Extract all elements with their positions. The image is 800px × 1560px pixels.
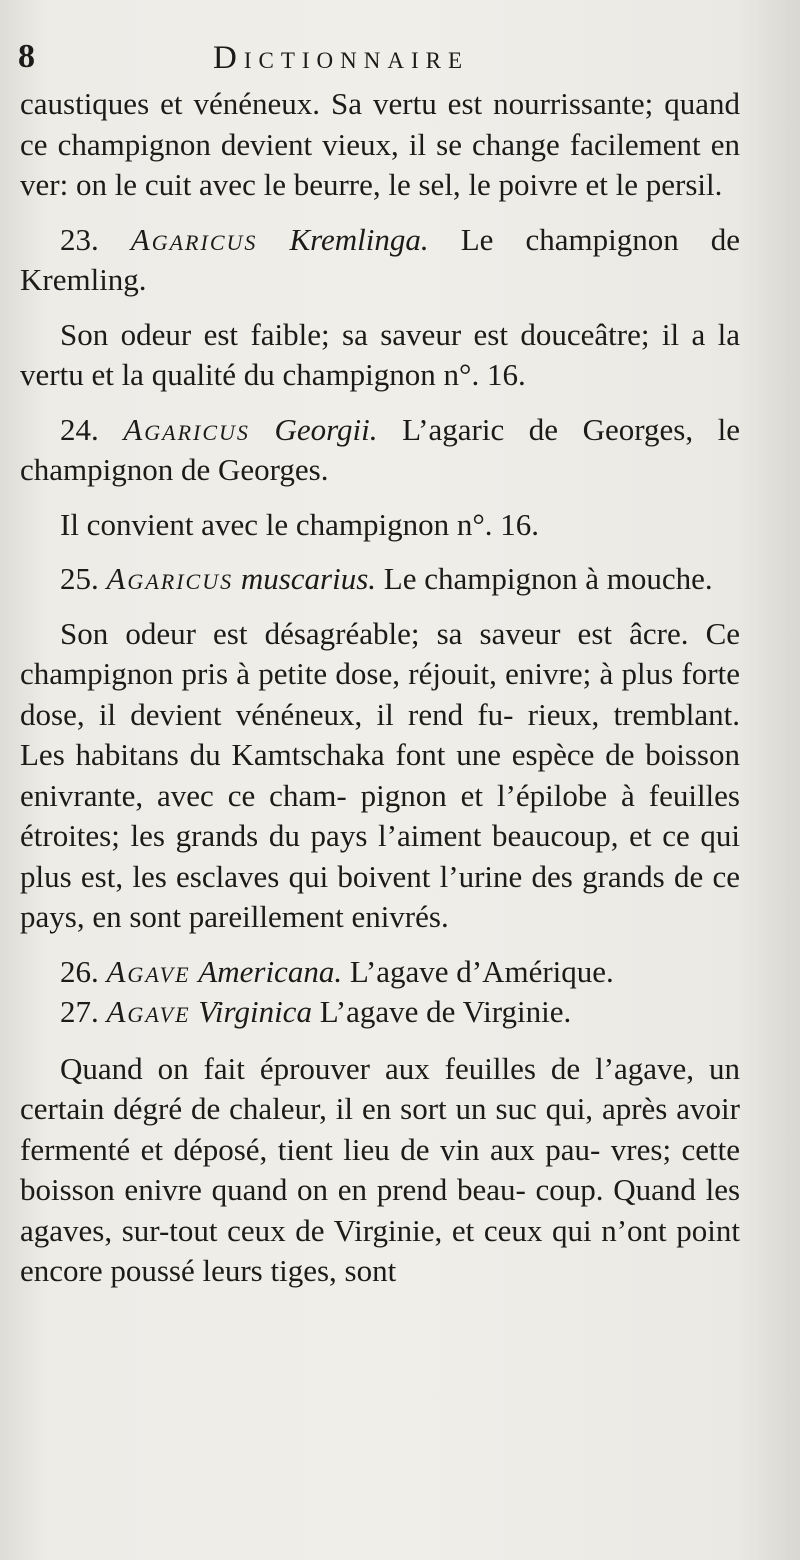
text-line: le poivre et le persil.	[468, 167, 723, 202]
text-line: du pays l’aiment beaucoup, et ce qui plus est, les	[20, 818, 740, 894]
page-number: 8	[18, 38, 35, 75]
text-line: Son odeur est désagréable; sa saveur est âcre.	[60, 615, 689, 651]
text-line: certain dégré de chaleur, il en sort un suc qui, après	[20, 1091, 668, 1126]
entry-common-name: L’agaric de Georges, le	[402, 411, 740, 447]
entry-genus: Agave	[106, 994, 191, 1029]
entry-common-name-cont: mouche.	[606, 561, 713, 596]
entry-genus: Agaricus	[123, 411, 250, 447]
entry-species: Georgii.	[274, 411, 378, 447]
entry-species: Kremlinga.	[289, 221, 429, 257]
text-line: Ce champignon pris à petite dose, réjouit, enivre;	[20, 615, 740, 691]
entry-number: 25.	[60, 561, 99, 596]
text-line: Il convient avec le champignon n°. 16.	[60, 506, 539, 542]
text-line: pignon et l’épilobe à feuilles étroites; les grands	[20, 777, 740, 853]
entry-heading-27	[20, 992, 740, 1033]
entry-heading-24	[20, 410, 740, 491]
text-line: esclaves qui boivent l’urine des grands de ce pays,	[20, 858, 740, 934]
entry-description-25	[20, 614, 740, 938]
entry-genus: Agave	[106, 953, 191, 989]
text-line: ceux qui n’ont point encore poussé leurs tiges, sont	[20, 1212, 741, 1288]
text-line: en sont pareillement enivrés.	[92, 899, 449, 934]
text-line: Son odeur est faible; sa saveur est douceâtre;	[60, 316, 650, 352]
continued-text	[20, 84, 740, 206]
entry-genus: Agaricus	[106, 561, 234, 596]
text-line: à plus forte dose, il devient vénéneux, il rend fu-	[20, 656, 740, 732]
entry-number: 27.	[60, 994, 99, 1029]
entry-common-name-cont: Kremling.	[20, 262, 147, 297]
text-line: une espèce de boisson enivrante, avec ce cham-	[20, 737, 740, 813]
text-line: Quand on fait éprouver aux feuilles de l’agave, un	[60, 1050, 740, 1086]
entry-genus: Agaricus	[130, 221, 258, 257]
entry-description-23	[20, 315, 740, 396]
text-line: vres; cette boisson enivre quand on en prend beau-	[20, 1131, 741, 1207]
entry-species: Virginica	[198, 994, 312, 1029]
entry-common-name: Le champignon à	[383, 561, 599, 596]
entry-species: Americana.	[198, 953, 343, 989]
text-line: avoir fermenté et déposé, tient lieu de vin aux pau-	[20, 1091, 740, 1167]
text-line: facilement en ver: on le cuit avec le beurre, le sel,	[20, 126, 740, 202]
text-line: caustiques et vénéneux. Sa vertu est nourrissante;	[20, 86, 654, 121]
entry-heading-25	[20, 559, 740, 600]
entry-description-24	[20, 505, 740, 546]
entry-number: 23.	[60, 221, 99, 257]
entry-common-name: L’agave de Virginie.	[319, 994, 572, 1029]
entry-common-name: Le champignon de	[460, 221, 740, 257]
entry-number: 26.	[60, 953, 99, 989]
running-head	[18, 38, 778, 88]
entry-heading-23	[20, 220, 740, 301]
entry-heading-26	[20, 952, 740, 993]
text-line: rieux, tremblant. Les habitans du Kamtschaka font	[20, 696, 740, 772]
text-line: quand ce champignon devient vieux, il se change	[20, 86, 741, 162]
entry-common-name-cont: champignon de Georges.	[20, 452, 329, 487]
entry-number: 24.	[60, 411, 99, 447]
entry-description-27	[20, 1049, 740, 1292]
text-line: coup. Quand les agaves, sur-tout ceux de Virginie, et	[20, 1172, 741, 1248]
entry-species: muscarius.	[240, 561, 377, 596]
text-line: il a la vertu et la qualité du champignon n°. 16.	[20, 316, 741, 392]
entry-common-name: L’agave d’Amérique.	[349, 953, 614, 989]
running-title: Dictionnaire	[213, 40, 470, 76]
body-text	[20, 84, 740, 1292]
